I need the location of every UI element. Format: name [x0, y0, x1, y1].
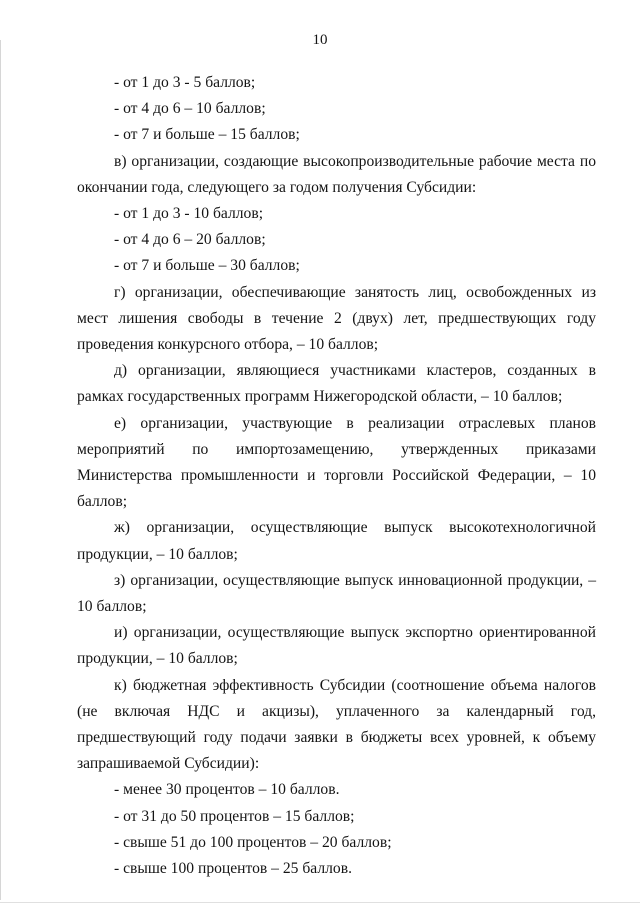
- paragraph-g: г) организации, обеспечивающие занятость лиц, освобожденных из мест лишения свободы в течение 2 (двух) лет, предшествующих году проведения конкурсного отбора, – 10 баллов;: [77, 283, 596, 354]
- paragraph-v: в) организации, создающие высокопроизводительные рабочие места по окончании года, следующего за годом получения Субсидии:: [77, 152, 596, 196]
- list-item: - менее 30 процентов – 10 баллов.: [114, 781, 340, 799]
- list-item: - от 4 до 6 – 20 баллов;: [114, 231, 266, 249]
- paragraph-zh: ж) организации, осуществляющие выпуск высокотехнологичной продукции, – 10 баллов;: [77, 519, 596, 563]
- scan-edge-left: [0, 40, 1, 900]
- list-item: - свыше 100 процентов – 25 баллов.: [114, 860, 352, 878]
- paragraph-d: д) организации, являющиеся участниками кластеров, созданных в рамках государственных программ Нижегородской области, – 10 баллов;: [77, 362, 596, 406]
- paragraph-k: к) бюджетная эффективность Субсидии (соотношение объема налогов (не включая НДС и акцизы), уплаченного за календарный год, предшествующий году подачи заявки в бюджеты всех уровней, к объему запрашиваемой Субсидии):: [77, 676, 596, 773]
- list-item: - от 1 до 3 - 5 баллов;: [114, 74, 256, 91]
- list-item: - от 7 и больше – 30 баллов;: [114, 257, 300, 275]
- list-item: - от 31 до 50 процентов – 15 баллов;: [114, 807, 355, 825]
- list-item: - от 7 и больше – 15 баллов;: [114, 126, 300, 144]
- paragraph-z: з) организации, осуществляющие выпуск инновационной продукции, – 10 баллов;: [77, 571, 596, 616]
- document-body: [77, 70, 596, 882]
- scan-edge-bottom: [0, 902, 640, 903]
- paragraph-e: е) организации, участвующие в реализации отраслевых планов мероприятий по импортозамещению, утвержденных приказами Министерства промышленности и торговли Российской Федерации, – 10 баллов;: [77, 414, 596, 511]
- list-item: - от 1 до 3 - 10 баллов;: [114, 205, 264, 223]
- page-number: 10: [312, 32, 328, 48]
- list-item: - от 4 до 6 – 10 баллов;: [114, 100, 266, 118]
- list-item: - свыше 51 до 100 процентов – 20 баллов;: [114, 833, 392, 851]
- paragraph-i: и) организации, осуществляющие выпуск экспортно ориентированной продукции, – 10 баллов;: [77, 624, 596, 668]
